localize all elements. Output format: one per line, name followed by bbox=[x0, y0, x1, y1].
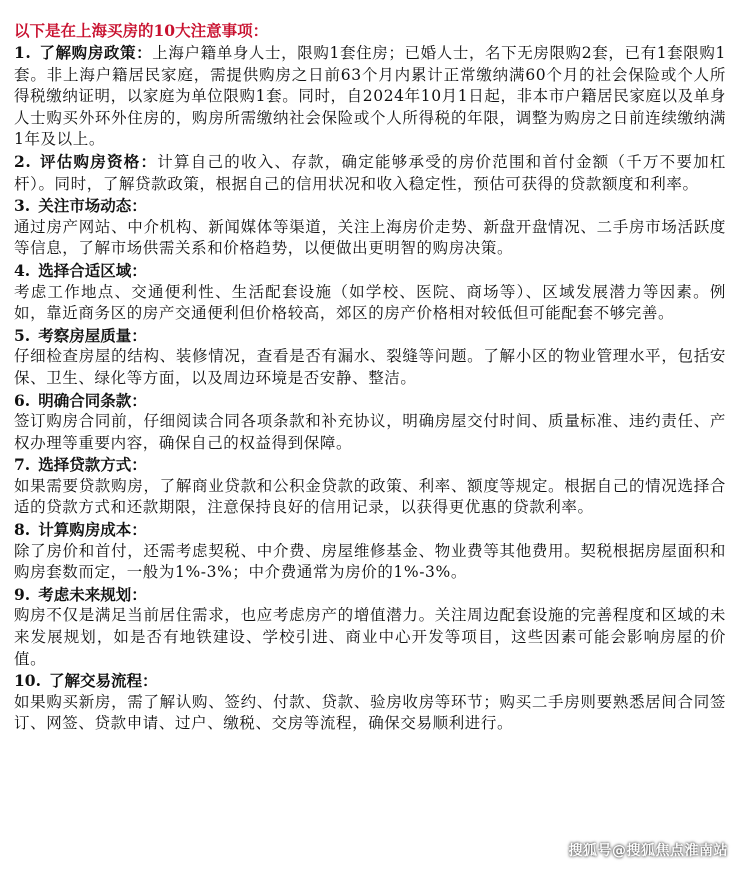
item-3-title bbox=[14, 195, 726, 217]
item-title: 计算购房成本： bbox=[38, 520, 147, 540]
list-item bbox=[14, 325, 726, 390]
list-item bbox=[14, 151, 726, 195]
list-item bbox=[14, 454, 726, 519]
item-number: 6. bbox=[14, 390, 31, 410]
item-title: 评估购房资格： bbox=[39, 151, 158, 171]
item-body: 购房不仅是满足当前居住需求，也应考虑房产的增值潜力。关注周边配套设施的完善程度和区域的未来发展规划，如是否有地铁建设、学校引进、商业中心开发等项目，这些因素可能会影响房屋的价值。 bbox=[14, 606, 726, 668]
item-title: 关注市场动态： bbox=[38, 196, 147, 216]
item-body: 如果需要贷款购房，了解商业贷款和公积金贷款的政策、利率、额度等规定。根据自己的情况选择合适的贷款方式和还款期限，注意保持良好的信用记录，以获得更优惠的贷款利率。 bbox=[14, 476, 726, 517]
item-title: 了解交易流程： bbox=[48, 671, 158, 691]
list-item bbox=[14, 390, 726, 455]
item-title: 考虑未来规划： bbox=[38, 584, 147, 604]
item-number: 2. bbox=[14, 151, 32, 171]
item-7-title bbox=[14, 454, 726, 476]
item-9-title bbox=[14, 584, 726, 606]
item-4-title bbox=[14, 260, 726, 282]
item-body: 计算自己的收入、存款，确定能够承受的房价范围和首付金额（千万不要加杠杆）。同时，了解贷款政策，根据自己的信用状况和收入稳定性，预估可获得的贷款额度和利率。 bbox=[14, 152, 726, 193]
item-body: 仔细检查房屋的结构、装修情况，查看是否有漏水、裂缝等问题。了解小区的物业管理水平，包括安保、卫生、绿化等方面，以及周边环境是否安静、整洁。 bbox=[14, 347, 726, 387]
list-item bbox=[14, 260, 726, 325]
item-body: 签订购房合同前，仔细阅读合同各项条款和补充协议，明确房屋交付时间、质量标准、违约责任、产权办理等重要内容，确保自己的权益得到保障。 bbox=[14, 412, 726, 452]
item-title: 选择合适区域： bbox=[38, 260, 147, 280]
item-5-title bbox=[14, 325, 726, 347]
list-item bbox=[14, 42, 726, 151]
item-10-title bbox=[14, 670, 726, 692]
watermark: 搜狐号@搜狐焦点淮南站 bbox=[568, 843, 728, 859]
item-body: 除了房价和首付，还需考虑契税、中介费、房屋维修基金、物业费等其他费用。契税根据房屋面积和购房套数而定，一般为1%-3%；中介费通常为房价的1%-3%。 bbox=[14, 541, 726, 582]
page-heading: 以下是在上海买房的10大注意事项： bbox=[14, 21, 269, 40]
item-title: 选择贷款方式： bbox=[38, 455, 147, 475]
item-number: 10. bbox=[14, 671, 41, 691]
item-number: 9. bbox=[14, 584, 31, 604]
article bbox=[14, 20, 726, 735]
item-8-title bbox=[14, 519, 726, 541]
item-2 bbox=[14, 151, 726, 195]
list-item bbox=[14, 584, 726, 670]
item-title: 明确合同条款： bbox=[38, 390, 147, 410]
item-body: 上海户籍单身人士，限购1套住房；已婚人士，名下无房限购2套，已有1套限购1套。非上海户籍居民家庭，需提供购房之日前63个月内累计正常缴纳满60个月的社会保险或个人所得税缴纳证明，以家庭为单位限购1套。同时，自2024年10月1日起，非本市户籍居民家庭以及单身人士购买外环外住房的，购房所需缴纳社会保险或个人所得税的年限，调整为购房之日前连续缴纳满1年及以上。 bbox=[14, 44, 726, 149]
item-number: 8. bbox=[14, 520, 31, 540]
item-body: 如果购买新房，需了解认购、签约、付款、贷款、验房收房等环节；购买二手房则要熟悉居间合同签订、网签、贷款申请、过户、缴税、交房等流程，确保交易顺利进行。 bbox=[14, 692, 726, 733]
list-item bbox=[14, 670, 726, 735]
item-1 bbox=[14, 42, 726, 151]
item-body: 通过房产网站、中介机构、新闻媒体等渠道，关注上海房价走势、新盘开盘情况、二手房市场活跃度等信息，了解市场供需关系和价格趋势，以便做出更明智的购房决策。 bbox=[14, 217, 726, 258]
item-6-title bbox=[14, 390, 726, 412]
item-title: 考察房屋质量： bbox=[38, 325, 147, 345]
item-body: 考虑工作地点、交通便利性、生活配套设施（如学校、医院、商场等）、区域发展潜力等因素。例如，靠近商务区的房产交通便利但价格较高，郊区的房产价格相对较低但可能配套不够完善。 bbox=[14, 282, 726, 323]
list-item bbox=[14, 195, 726, 260]
item-number: 5. bbox=[14, 325, 31, 345]
item-number: 7. bbox=[14, 455, 31, 475]
list-item bbox=[14, 519, 726, 584]
item-number: 1. bbox=[14, 43, 32, 62]
item-number: 4. bbox=[14, 260, 31, 280]
item-title: 了解购房政策： bbox=[39, 43, 153, 62]
item-number: 3. bbox=[14, 196, 31, 216]
